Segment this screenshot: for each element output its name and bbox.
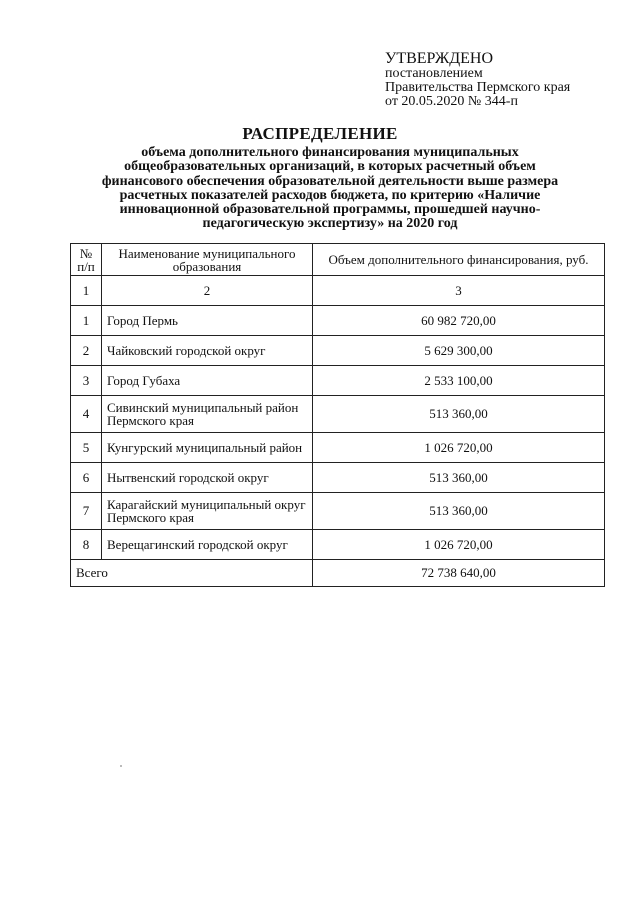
- header-number-line: №: [79, 245, 93, 261]
- row-amount: 5 629 300,00: [313, 336, 605, 366]
- row-name-line: Сивинский муниципальный район: [107, 400, 299, 415]
- table-total-row: [71, 560, 605, 587]
- row-number: 3: [71, 366, 102, 396]
- row-name-line: Пермского края: [107, 510, 194, 525]
- row-number: 4: [71, 396, 102, 433]
- header-name: [102, 244, 313, 276]
- document-subtitle: [95, 146, 565, 232]
- subtitle-line: объема дополнительного финансирования муниципальных: [141, 145, 519, 160]
- table-row: [71, 396, 605, 433]
- scan-speck: [120, 765, 122, 767]
- table-row: [71, 493, 605, 530]
- row-name: Город Пермь: [102, 306, 313, 336]
- row-amount: 1 026 720,00: [313, 530, 605, 560]
- subtitle-line: инновационной образовательной программы, прошедшей научно-: [119, 202, 541, 218]
- subtitle-line: расчетных показателей расходов бюджета, по критерию «Наличие: [119, 187, 541, 203]
- row-name: [102, 396, 313, 433]
- row-name-line: Пермского края: [107, 413, 194, 428]
- table-row: [71, 530, 605, 560]
- row-amount: 2 533 100,00: [313, 366, 605, 396]
- header-name-line: образования: [172, 258, 242, 274]
- header-number-line: п/п: [77, 258, 95, 274]
- column-number: 2: [102, 276, 313, 306]
- row-amount: 513 360,00: [313, 463, 605, 493]
- header-number: [71, 244, 102, 276]
- subtitle-line: педагогическую экспертизу» на 2020 год: [202, 216, 458, 232]
- subtitle-line: общеобразовательных организаций, в которых расчетный объем: [124, 159, 536, 175]
- row-amount: 513 360,00: [313, 396, 605, 433]
- total-label: Всего: [71, 560, 313, 587]
- row-name: Нытвенский городской округ: [102, 463, 313, 493]
- table-row: [71, 463, 605, 493]
- approval-line: Правительства Пермского края: [385, 80, 571, 95]
- row-name-line: Карагайский муниципальный округ: [107, 497, 306, 512]
- table-row: [71, 433, 605, 463]
- row-amount: 513 360,00: [313, 493, 605, 530]
- row-number: 6: [71, 463, 102, 493]
- row-number: 1: [71, 306, 102, 336]
- total-amount: 72 738 640,00: [313, 560, 605, 587]
- approval-heading: УТВЕРЖДЕНО: [385, 50, 494, 67]
- column-number: 3: [313, 276, 605, 306]
- distribution-table: [70, 243, 605, 587]
- approval-date: от 20.05.2020 № 344-п: [385, 94, 518, 109]
- row-name: Кунгурский муниципальный район: [102, 433, 313, 463]
- row-name: Город Губаха: [102, 366, 313, 396]
- table-header-row: [71, 244, 605, 276]
- document-title: РАСПРЕДЕЛЕНИЕ: [242, 124, 398, 143]
- approval-stamp: [385, 50, 570, 109]
- row-name: Чайковский городской округ: [102, 336, 313, 366]
- row-amount: 60 982 720,00: [313, 306, 605, 336]
- row-number: 5: [71, 433, 102, 463]
- table-row: [71, 336, 605, 366]
- approval-line: постановлением: [385, 66, 483, 81]
- table-row: [71, 366, 605, 396]
- header-amount: Объем дополнительного финансирования, руб.: [313, 244, 605, 276]
- column-number: 1: [71, 276, 102, 306]
- row-name: [102, 493, 313, 530]
- row-name: Верещагинский городской округ: [102, 530, 313, 560]
- row-number: 8: [71, 530, 102, 560]
- subtitle-line: финансового обеспечения образовательной деятельности выше размера: [101, 173, 559, 189]
- row-number: 7: [71, 493, 102, 530]
- column-number-row: [71, 276, 605, 306]
- table-row: [71, 306, 605, 336]
- row-number: 2: [71, 336, 102, 366]
- row-amount: 1 026 720,00: [313, 433, 605, 463]
- header-name-line: Наименование муниципального: [118, 245, 296, 261]
